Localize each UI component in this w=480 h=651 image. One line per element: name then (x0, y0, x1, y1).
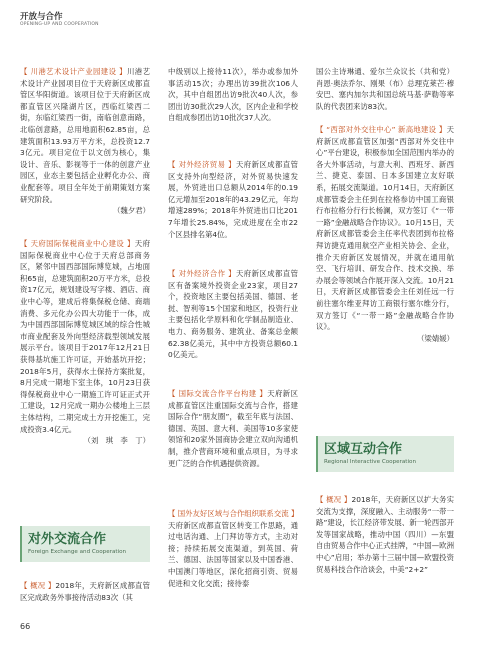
topic-tag: 【 天府国际保税商业中心建设 】 (20, 239, 135, 248)
topic-tag: 【 “西部对外交往中心” 新高地建设 】 (316, 125, 447, 134)
paragraph-text: 天府新区成都直管区有备案境外投资企业23家，项目27个，投资地区主要包括美国、德国、老挝、智利等15个国家和地区，投资行业主要包括化学原料和化学制品制造业、电力、商务服务、建筑业、备案总金额62.38亿美元，其中中方投资总额60.10亿美元。 (168, 269, 298, 360)
header-subtitle: OPENING-UP AND COOPERATION (20, 22, 99, 27)
section-title: 区域互动合作 (324, 442, 403, 457)
header-title: 开放与合作 (20, 12, 63, 22)
topic-tag: 【 国际交流合作平台构建 】 (168, 389, 268, 398)
paragraph (20, 580, 150, 603)
article-continued (168, 66, 298, 124)
paragraph: 中级别以上接待11次），举办或参加外事活动15次；办理出访39批次106人次，其中自组团出访9批次40人次，参团出访30批次29人次，区内企业和学校自组成参团出访10批次37人次。 (168, 67, 298, 123)
paragraph (20, 66, 150, 205)
paragraph: 国公主诗琳通、爱尔兰众议长（共和党）肖恩·奥法乔尔、刚果（布）总理克莱芒·穆安巴、塞内加尔共和国总统马基·萨勒等率队的代表团来访83次。 (316, 67, 454, 111)
article-continued (316, 66, 454, 112)
author-signature: （梁婧媛） (417, 333, 454, 343)
topic-tag: 【 对外经济合作 】 (168, 269, 236, 278)
author-signature: （刘 琪 李 丁） (83, 436, 150, 446)
section-subtitle: Regional Interactive Cooperation (324, 459, 417, 465)
paragraph-text: 天府国际保税商业中心位于天府总部商务区，紧邻中国西部国际博览城，占地面积65亩，总建筑面积20万平方米，总投资17亿元，规划建设写字楼、酒店、商业中心等，建成后将集保税仓储、商端消费、多元化办公四大功能于一体，成为中国西部国际博览城区域的综合性城市商业配套及外向型经济载型领域发展展示平台。该项目于2017年12月21日获得基坑施工许可证，开始基坑开挖；2018年5月，获得水土保持方案批复，8月完成一期地下室主体，10月23日获得保税商业中心一期施工许可证正式开工建设，12月完成一期办公楼地上三层主体结构，二期完成土方开挖施工，完成投资3.4亿元。 (20, 239, 150, 434)
article-bonded-commerce-center (20, 238, 150, 447)
page-number: 66 (20, 622, 31, 631)
article-sichuan-hk-art-park (20, 66, 150, 217)
topic-tag: 【 对外经济贸易 】 (168, 160, 236, 169)
paragraph (20, 238, 150, 435)
paragraph (316, 124, 454, 333)
paragraph (168, 508, 298, 589)
article-friendly-regions (168, 508, 298, 589)
section-subtitle: Foreign Exchange and Cooperation (28, 549, 127, 555)
author-signature: （魏夕君） (113, 206, 150, 216)
paragraph-text: 川港艺术设计产业园项目位于天府新区成都直管区华阳街道。该项目位于天府新区成都直管区兴隆湖片区，西临红梁西二街，东临红梁西一街，南临创意南路，北临创意路，总用地面积62.85亩，总建筑面积13.93万平方米，总投资12.73亿元。项目定位于以文创为核心，集设计、音乐、影视等于一体的创意产业园区，业态主要包括企业孵化办公、商业配套等。项目全年处于前期策划方案研究阶段。 (20, 67, 150, 204)
article-western-exchange-center (316, 124, 454, 344)
paragraph (316, 494, 454, 575)
topic-tag: 【 国外友好区域与合作组织联系交流 】 (168, 509, 299, 518)
article-overview (20, 580, 150, 603)
section-header-foreign-exchange (20, 526, 150, 562)
paragraph (168, 388, 298, 469)
paragraph (168, 268, 298, 361)
paragraph-text: 天府新区成都直管区注重国际交流与合作，搭建国际合作“朋友圈”，截至年底与法国、德国、英国、意大利、美国等10多家使领馆和20家外国商协会建立双向沟通机制，推介营商环境和重点项目，为寻求更广泛的合作机遇提供资源。 (168, 389, 298, 468)
paragraph (168, 159, 298, 240)
paragraph-text: 天府新区成都直管区转变工作思路，通过电话沟通、上门拜访等方式，主动对接；持续拓展交流渠道，到英国、荷兰、德国、法国等国家以及中国香港、中国澳门等地区，深化招商引资、贸易促进和文化交流；接待泰 (168, 520, 298, 588)
section-header-regional-cooperation (316, 436, 454, 472)
paragraph-text: 2018年，天府新区成都直管区完成政务外事接待活动83次（其 (20, 581, 151, 602)
paragraph-text: 天府新区成都直管区支持外向型经济，对外贸易快速发展，外贸进出口总额从2014年的0.19亿元增加至2018年的43.29亿元，年均增速289%；2018年外贸进出口比2017年增长25.84%，完成进度在全市22个区县排名第4位。 (168, 160, 298, 239)
section-title: 对外交流合作 (28, 532, 107, 547)
running-header (20, 12, 99, 28)
paragraph-text: 天府新区成都直管区加强“西部对外交往中心”平台建设，积极参加全国范围内举办的各大外事活动，与意大利、西班牙、新西兰、捷克、泰国、日本多国建立友好联系，拓展交流渠道。10月14日，天府新区成都管委会主任到在拉格参访中国工商银行布拉格分行行长杨澜，双方签订《“一带一路”金融战略合作协议》。10月15日，天府新区成都管委会主任率代表团到布拉格拜访捷克通用航空产业相关协会、企业，推介天府新区发展情况，并就在通用航空、飞行培训、研发合作、技术交换、举办展会等领域合作展开深入交流。10月21日，天府新区成都管委会主任刘任远一行前往塞尔维亚拜访工商银行塞尔维分行，双方签订《“一带一路”金融战略合作协议》。 (316, 125, 454, 332)
article-exchange-platform (168, 388, 298, 469)
topic-tag: 【 川港艺术设计产业园建设 】 (20, 67, 127, 76)
topic-tag: 【 概况 】 (316, 495, 352, 504)
topic-tag: 【 概况 】 (20, 581, 56, 590)
article-foreign-trade (168, 159, 298, 240)
paragraph-text: 2018年，天府新区以扩大务实交流为支撑，深度融入、主动服务“一带一路”建设，长江经济带发展、新一轮西部开发等国家战略，推动中国（四川）—东盟自由贸易合作中心正式挂牌，“中国—欧洲中心”启用；举办第十三届中国—欧盟投资贸易科技合作洽谈会，中美“2+2” (316, 495, 454, 574)
article-economic-cooperation (168, 268, 298, 361)
article-regional-overview (316, 494, 454, 575)
